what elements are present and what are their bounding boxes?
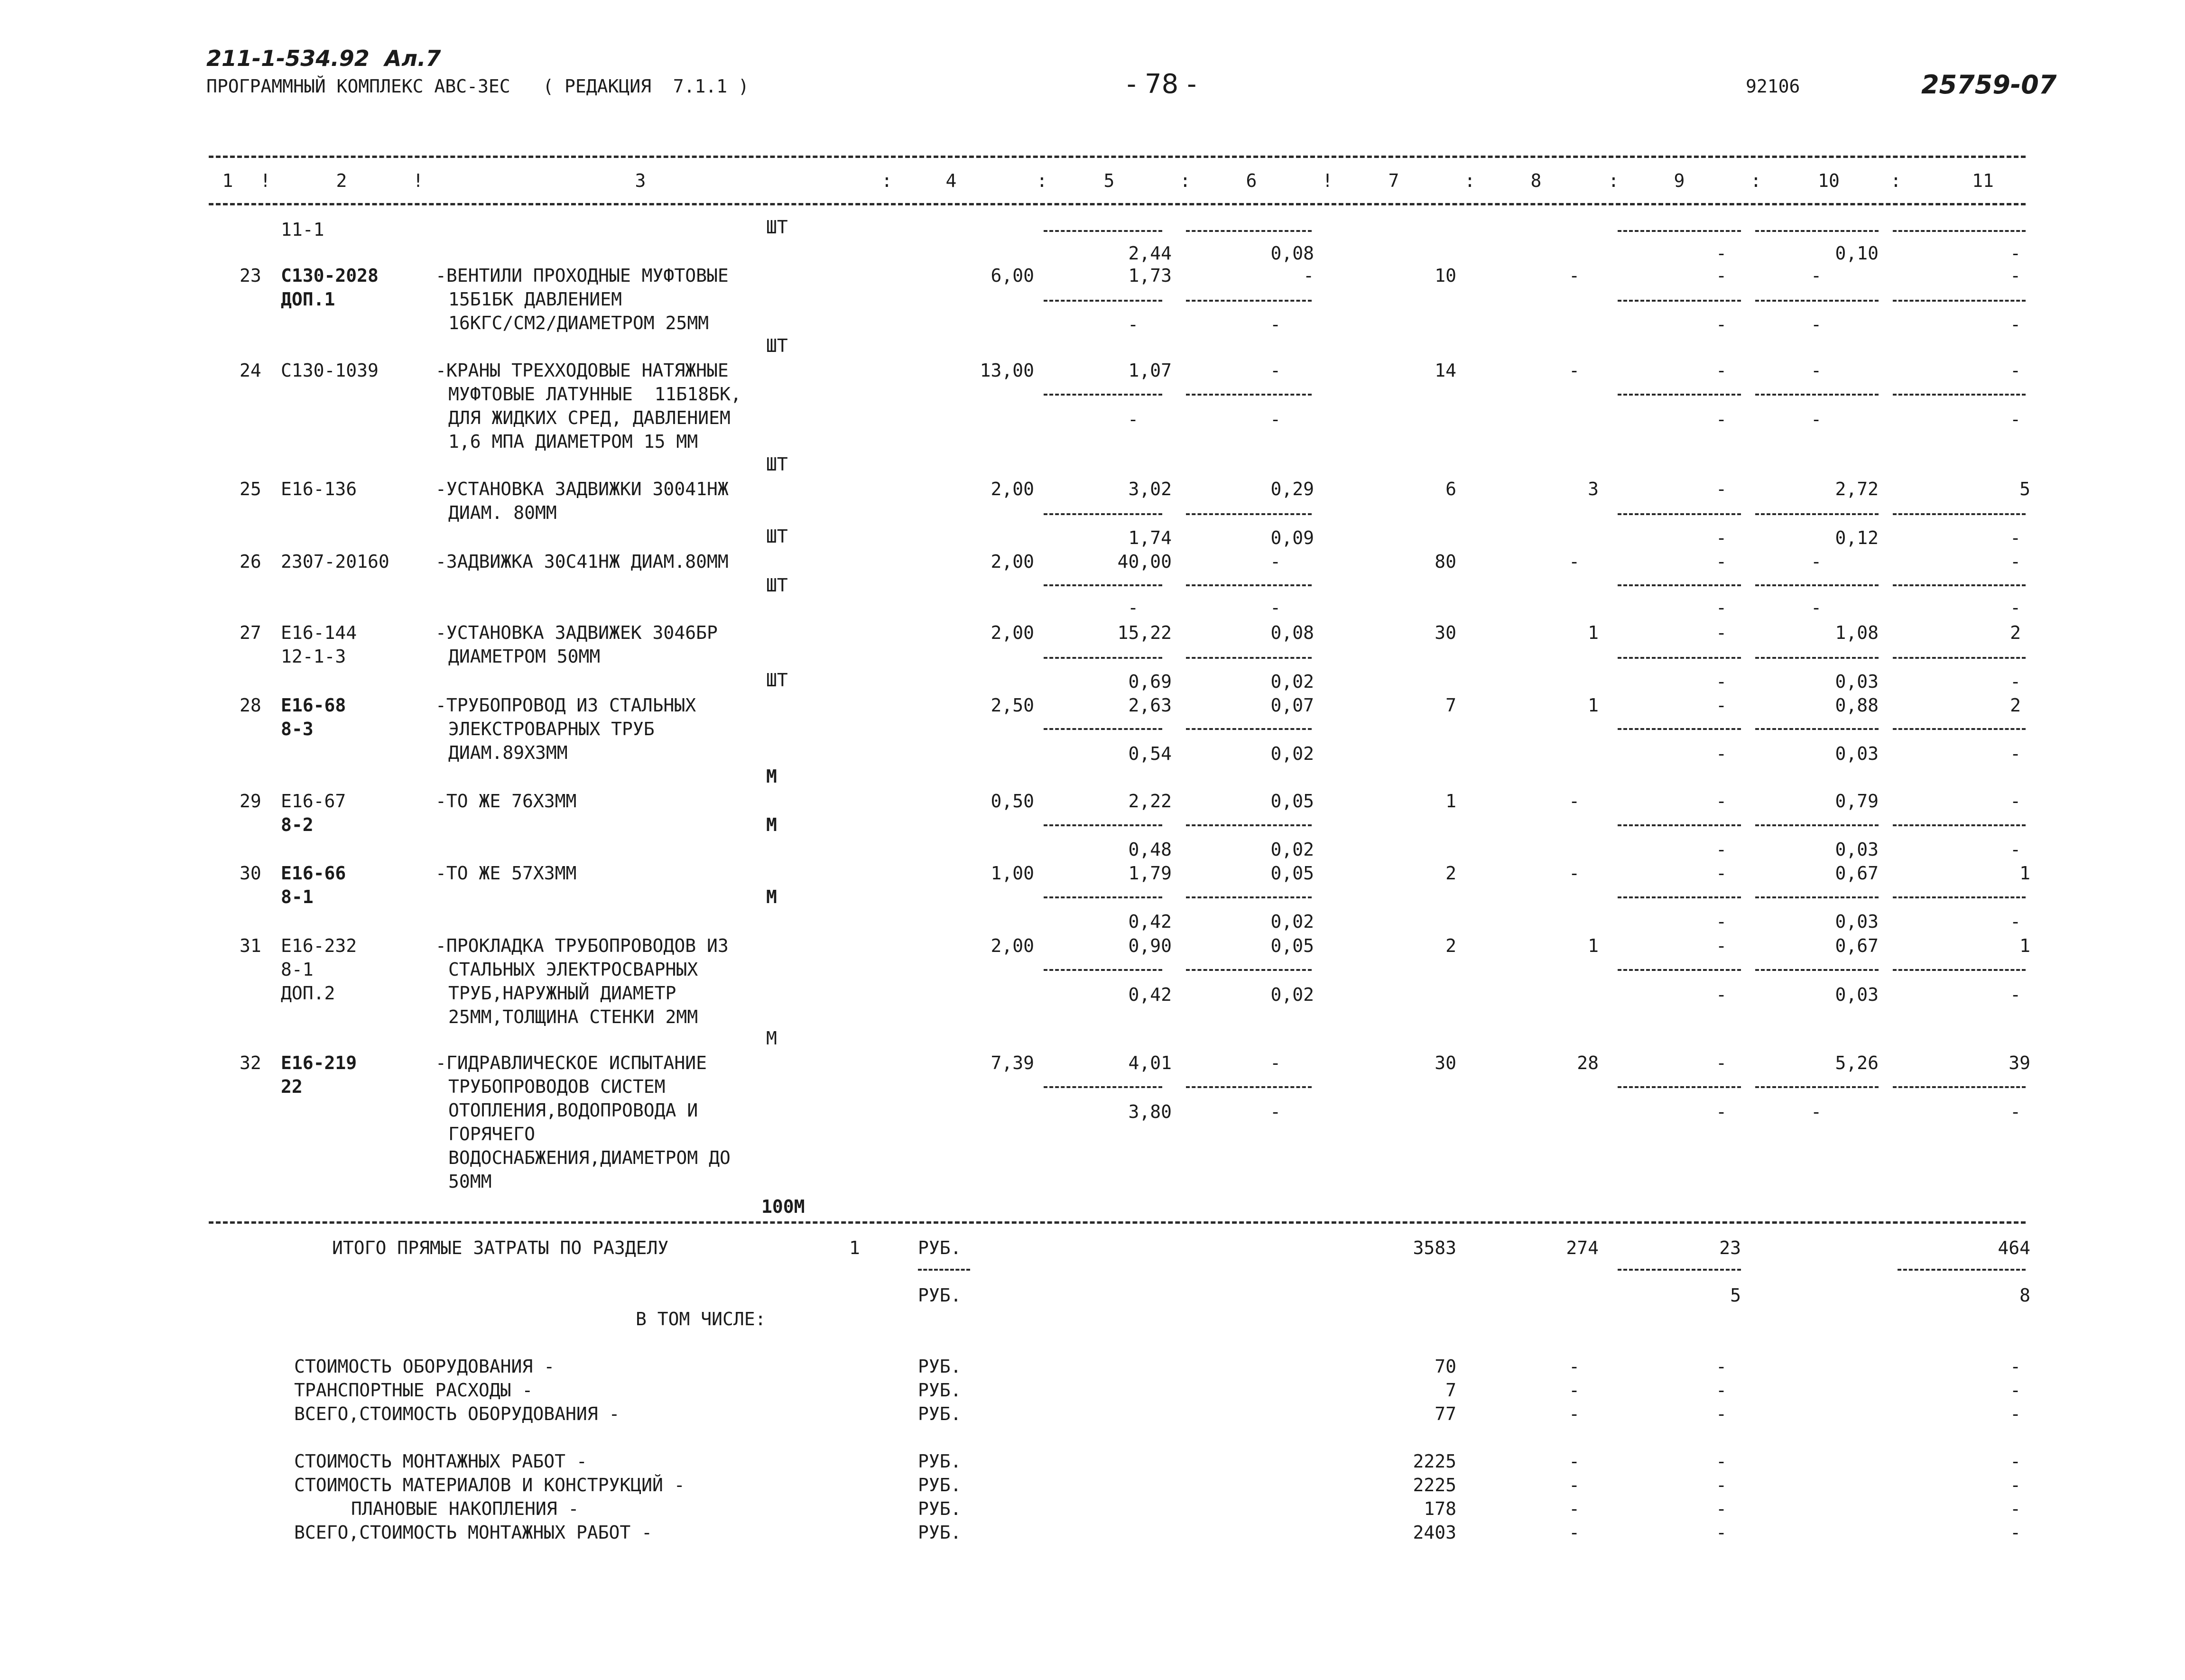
col7-value: 10 — [1435, 265, 1456, 286]
col7-value: 14 — [1435, 360, 1456, 381]
row-unit: М — [766, 886, 777, 907]
header-bottom-rule — [209, 203, 2026, 205]
row-description: -ТО ЖЕ 76Х3ММ — [435, 791, 577, 812]
totals-section-number: 1 — [849, 1237, 860, 1258]
summary-col9: - — [1716, 1403, 1727, 1424]
row-description: ГОРЯЧЕГО — [448, 1124, 536, 1145]
row-description: ЭЛЕКСТРОВАРНЫХ ТРУБ — [448, 719, 655, 739]
summary-unit: РУБ. — [918, 1522, 962, 1543]
col6-bottom: 0,02 — [1270, 839, 1314, 860]
row-code: С130-2028 — [281, 265, 379, 286]
row-code: 11-1 — [281, 219, 324, 240]
summary-value: 2403 — [1413, 1522, 1456, 1543]
col-header-3: 3 — [635, 170, 646, 191]
col5-bottom: 0,69 — [1128, 671, 1172, 692]
col6-bottom: 0,09 — [1270, 527, 1314, 548]
col4-value: 2,00 — [991, 479, 1034, 499]
summary-value: 7 — [1445, 1380, 1456, 1401]
col11-top: 2 — [2010, 695, 2021, 716]
summary-unit: РУБ. — [918, 1475, 962, 1495]
col-header-9: 9 — [1674, 170, 1685, 191]
row-unit: ШТ — [766, 454, 788, 475]
col9-bottom: - — [1716, 314, 1727, 335]
estimate-page: 211-1-534.92 Ал.7 ПРОГРАММНЫЙ КОМПЛЕКС АВС-3ЕС ( РЕДАКЦИЯ 7.1.1 ) - 78 - 92106 25759-07 1 2 3 4 5 6 7 8 9 10 11 ! ! : : : ! : : : : 11-1 ШТ 2,44 0,08 - 0,10 - 23 С130-2028 -ВЕНТИЛИ ПРОХОДНЫЕ МУФТОВЫЕ ДОП.1 15Б1БК ДАВЛЕНИЕМ 16КГС/СМ2/ДИАМЕТРОМ 25ММ ШТ 6,00 1,73 - 10 - - - - - - - - - 24 С130-1039 -КРАНЫ ТРЕХХОДОВЫЕ НАТЯЖНЫЕ МУФТОВЫЕ ЛАТУННЫЕ 11Б18БК, ДЛЯ ЖИДКИХ СРЕД, ДАВЛЕНИЕМ 1,6 МПА ДИАМЕТРОМ 15 ММ ШТ 13,00 1,07 - 14 - - - - - - - - - 25 Е16-136 -УСТАНОВКА ЗАДВИЖКИ 30041НЖ ДИАМ. 80ММ ШТ 2,00 3,02 0,29 6 3 - 2,72 5 1,74 0,09 - 0,12 - 26 2307-20160 -ЗАДВИЖКА 30С41НЖ ДИАМ.80ММ ШТ 2,00 40,00 - 80 - - - - - - - - - 27 Е16-144 -УСТАНОВКА ЗАДВИЖЕК 3046БР 12-1-3 ДИАМЕТРОМ 50ММ ШТ 2,00 15,22 0,08 30 1 - 1,08 2 0,69 0,02 - 0,03 - 28 Е16-68 -ТРУБОПРОВОД ИЗ СТАЛЬНЫХ 8-3 ЭЛЕКСТРОВАРНЫХ ТРУБ ДИАМ.89Х3ММ М 2,50 2,63 0,07 7 1 - 0,88 2 0,54 0,02 - 0,03 - 29 Е16-67 -ТО ЖЕ 76Х3ММ 8-2 М 0,50 2,22 0,05 1 - - 0,79 - 0,48 0,02 - 0,03 - 30 Е16-66 -ТО ЖЕ 57Х3ММ 8-1 М 1,00 1,79 0,05 2 - - 0,67 1 0,42 0,02 - 0,03 - 31 Е16-232 -ПРОКЛАДКА ТРУБОПРОВОДОВ ИЗ 8-1 СТАЛЬНЫХ ЭЛЕКТРОСВАРНЫХ ДОП.2 ТРУБ,НАРУЖНЫЙ ДИАМЕТР 25ММ,ТОЛЩИНА СТЕНКИ 2ММ М 2,00 0,90 0,05 2 1 - 0,67 1 0,42 0,02 - 0,03 - 32 Е16-219 -ГИДРАВЛИЧЕСКОЕ ИСПЫТАНИЕ 22 ТРУБОПРОВОДОВ СИСТЕМ ОТОПЛЕНИЯ,ВОДОПРОВОДА И ГОРЯЧЕГО ВОДОСНАБЖЕНИЯ,ДИАМЕТРОМ ДО 50ММ 100М 7,39 4,01 - 30 28 - 5,26 39 3,80 - - - - ИТОГО ПРЯМЫЕ ЗАТРАТЫ ПО РАЗДЕЛУ 1 РУБ. РУБ. 3583 274 23 5 464 8 В ТОМ ЧИСЛЕ: СТОИМОСТЬ ОБОРУДОВАНИЯ - РУБ. 70 - - - ТРАНСПОРТНЫЕ РАСХОДЫ - РУБ. 7 - - - ВСЕГО,СТОИМОСТЬ ОБОРУДОВАНИЯ - РУБ. 77 - - - СТОИМОСТЬ МОНТАЖНЫХ РАБОТ - РУБ. 2225 - - - СТОИМОСТЬ МАТЕРИАЛОВ И КОНСТРУКЦИЙ - РУБ. 2225 - - - ПЛАНОВЫЕ НАКОПЛЕНИЯ - РУБ. 178 - - - ВСЕГО,СТОИМОСТЬ МОНТАЖНЫХ РАБОТ - РУБ. 2403 - - - — [206, 46, 2057, 1543]
col9-bottom: - — [1716, 984, 1727, 1005]
col8-value: - — [1569, 791, 1580, 812]
col5-top: 3,02 — [1128, 479, 1172, 499]
program-title: ПРОГРАММНЫЙ КОМПЛЕКС АВС-3ЕС ( РЕДАКЦИЯ 7.1.1 ) — [206, 76, 749, 97]
col7-value: 30 — [1435, 622, 1456, 643]
col9-bottom: - — [1716, 409, 1727, 430]
row-description: ДИАМ.89Х3ММ — [448, 742, 568, 763]
col8-value: - — [1569, 265, 1580, 286]
col6-bottom: 0,08 — [1270, 243, 1314, 264]
summary-col8: - — [1569, 1403, 1580, 1424]
col10-top: 2,72 — [1835, 479, 1879, 499]
col-header-10: 10 — [1818, 170, 1840, 191]
row-code-sub: 8-3 — [281, 719, 314, 739]
col4-value: 1,00 — [991, 863, 1034, 884]
col6-bottom: - — [1270, 409, 1281, 430]
summary-col9: - — [1716, 1380, 1727, 1401]
col10-bottom: - — [1811, 314, 1822, 335]
summary-unit: РУБ. — [918, 1356, 962, 1377]
col10-top: 0,67 — [1835, 863, 1879, 884]
col10-bottom: 0,03 — [1835, 671, 1879, 692]
row-number: 29 — [240, 791, 261, 812]
row-description: ДИАМЕТРОМ 50ММ — [448, 646, 601, 667]
row-description: ТРУБОПРОВОДОВ СИСТЕМ — [448, 1076, 666, 1097]
col10-bottom: 0,03 — [1835, 743, 1879, 764]
summary-col9: - — [1716, 1522, 1727, 1543]
summary-value: 70 — [1435, 1356, 1456, 1377]
col6-top: - — [1270, 360, 1281, 381]
totals-col9-bottom: 5 — [1730, 1285, 1741, 1306]
col5-top: 0,90 — [1128, 935, 1172, 956]
summary-col11: - — [2010, 1498, 2021, 1519]
col7-value: 1 — [1445, 791, 1456, 812]
col4-value: 0,50 — [991, 791, 1034, 812]
col6-top: 0,05 — [1270, 863, 1314, 884]
summary-label: СТОИМОСТЬ ОБОРУДОВАНИЯ - — [294, 1356, 555, 1377]
row-description: МУФТОВЫЕ ЛАТУННЫЕ 11Б18БК, — [448, 384, 741, 405]
col9-top: - — [1716, 360, 1727, 381]
totals-col9-top: 23 — [1719, 1237, 1741, 1258]
row-unit: ШТ — [766, 670, 788, 691]
summary-col8: - — [1569, 1356, 1580, 1377]
col8-value: - — [1569, 551, 1580, 572]
summary-col11: - — [2010, 1475, 2021, 1495]
col10-top: - — [1811, 551, 1822, 572]
col4-value: 2,00 — [991, 622, 1034, 643]
row-description: -ЗАДВИЖКА 30С41НЖ ДИАМ.80ММ — [435, 551, 729, 572]
col6-top: 0,08 — [1270, 622, 1314, 643]
summary-label: ВСЕГО,СТОИМОСТЬ ОБОРУДОВАНИЯ - — [294, 1403, 620, 1424]
col10-bottom: 0,12 — [1835, 527, 1879, 548]
col11-bottom: - — [2010, 409, 2021, 430]
col4-value: 7,39 — [991, 1052, 1034, 1073]
row-code: 2307-20160 — [281, 551, 389, 572]
row-description: ТРУБ,НАРУЖНЫЙ ДИАМЕТР — [448, 983, 676, 1004]
summary-col9: - — [1716, 1451, 1727, 1472]
col5-bottom: 0,42 — [1128, 984, 1172, 1005]
col11-bottom: - — [2010, 671, 2021, 692]
row-description: -УСТАНОВКА ЗАДВИЖЕК 3046БР — [435, 622, 718, 643]
row-unit: ШТ — [766, 335, 788, 356]
col8-value: - — [1569, 863, 1580, 884]
row-code: Е16-67 — [281, 791, 346, 812]
row-unit: ШТ — [766, 575, 788, 596]
col-header-6: 6 — [1246, 170, 1257, 191]
summary-label: ПЛАНОВЫЕ НАКОПЛЕНИЯ - — [351, 1498, 579, 1519]
col7-value: 2 — [1445, 935, 1456, 956]
col11-bottom: - — [2010, 597, 2021, 618]
col6-top: 0,29 — [1270, 479, 1314, 499]
totals-unit: РУБ. — [918, 1285, 962, 1306]
row-code-sub: 8-1 — [281, 959, 314, 980]
summary-label: ТРАНСПОРТНЫЕ РАСХОДЫ - — [294, 1380, 533, 1401]
col4-value: 2,50 — [991, 695, 1034, 716]
col10-bottom: 0,03 — [1835, 984, 1879, 1005]
row-code: Е16-232 — [281, 935, 357, 956]
col9-bottom: - — [1716, 743, 1727, 764]
row-description: -ПРОКЛАДКА ТРУБОПРОВОДОВ ИЗ — [435, 935, 729, 956]
row-description: 50ММ — [448, 1171, 492, 1192]
summary-label: ВСЕГО,СТОИМОСТЬ МОНТАЖНЫХ РАБОТ - — [294, 1522, 652, 1543]
row-code-sub: ДОП.2 — [281, 983, 335, 1004]
including-label: В ТОМ ЧИСЛЕ: — [636, 1309, 766, 1329]
col9-bottom: - — [1716, 527, 1727, 548]
col5-top: 1,79 — [1128, 863, 1172, 884]
summary-col11: - — [2010, 1451, 2021, 1472]
col11-bottom: - — [2010, 243, 2021, 264]
col9-top: - — [1716, 479, 1727, 499]
col5-top: 1,73 — [1128, 265, 1172, 286]
col9-top: - — [1716, 622, 1727, 643]
summary-value: 2225 — [1413, 1475, 1456, 1495]
summary-unit: РУБ. — [918, 1403, 962, 1424]
col8-value: 1 — [1588, 695, 1599, 716]
col10-bottom: 0,10 — [1835, 243, 1879, 264]
col9-top: - — [1716, 935, 1727, 956]
col11-bottom: - — [2010, 527, 2021, 548]
col4-value: 2,00 — [991, 935, 1034, 956]
col5-top: 4,01 — [1128, 1052, 1172, 1073]
col4-value: 2,00 — [991, 551, 1034, 572]
row-code: Е16-219 — [281, 1052, 357, 1073]
summary-value: 178 — [1424, 1498, 1456, 1519]
col8-value: - — [1569, 360, 1580, 381]
col5-bottom: 0,42 — [1128, 911, 1172, 932]
summary-col11: - — [2010, 1356, 2021, 1377]
row-unit: ШТ — [766, 217, 788, 238]
col10-bottom: - — [1811, 1101, 1822, 1122]
col11-top: 5 — [2019, 479, 2030, 499]
col4-value: 6,00 — [991, 265, 1034, 286]
row-code: С130-1039 — [281, 360, 379, 381]
col11-bottom: - — [2010, 911, 2021, 932]
row-code-sub: 8-2 — [281, 814, 314, 835]
col10-top: 0,88 — [1835, 695, 1879, 716]
row-description: -ВЕНТИЛИ ПРОХОДНЫЕ МУФТОВЫЕ — [435, 265, 729, 286]
col8-value: 3 — [1588, 479, 1599, 499]
totals-unit: РУБ. — [918, 1237, 962, 1258]
table-top-rule — [209, 156, 2026, 158]
col11-top: - — [2010, 791, 2021, 812]
row-description: -КРАНЫ ТРЕХХОДОВЫЕ НАТЯЖНЫЕ — [435, 360, 729, 381]
col6-top: - — [1303, 265, 1314, 286]
col-header-11: 11 — [1972, 170, 1994, 191]
summary-col9: - — [1716, 1356, 1727, 1377]
col5-top: 2,22 — [1128, 791, 1172, 812]
col11-top: - — [2010, 551, 2021, 572]
col11-bottom: - — [2010, 1101, 2021, 1122]
col7-value: 2 — [1445, 863, 1456, 884]
col5-top: 40,00 — [1117, 551, 1172, 572]
col5-bottom: 0,54 — [1128, 743, 1172, 764]
col6-top: 0,07 — [1270, 695, 1314, 716]
row-unit: ШТ — [766, 526, 788, 547]
row-unit: 100М — [761, 1196, 805, 1217]
summary-value: 2225 — [1413, 1451, 1456, 1472]
totals-col8: 274 — [1566, 1237, 1599, 1258]
col-header-4: 4 — [945, 170, 957, 191]
totals-col11-top: 464 — [1998, 1237, 2030, 1258]
col6-bottom: 0,02 — [1270, 984, 1314, 1005]
col-header-2: 2 — [336, 170, 347, 191]
col5-bottom: - — [1128, 597, 1139, 618]
col6-bottom: - — [1270, 314, 1281, 335]
col6-bottom: - — [1270, 597, 1281, 618]
row-description: -ТО ЖЕ 57Х3ММ — [435, 863, 577, 884]
row-code-sub: 12-1-3 — [281, 646, 346, 667]
row-code: Е16-136 — [281, 479, 357, 499]
row-number: 23 — [240, 265, 261, 286]
col6-top: - — [1270, 1052, 1281, 1073]
document-code: 211-1-534.92 Ал.7 — [206, 46, 441, 71]
row-number: 32 — [240, 1052, 261, 1073]
page-number: - 78 - — [1127, 69, 1197, 100]
col11-bottom: - — [2010, 839, 2021, 860]
col10-top: 5,26 — [1835, 1052, 1879, 1073]
totals-col11-bottom: 8 — [2019, 1285, 2030, 1306]
col6-bottom: 0,02 — [1270, 911, 1314, 932]
row-description: 1,6 МПА ДИАМЕТРОМ 15 ММ — [448, 431, 698, 452]
col11-top: - — [2010, 360, 2021, 381]
col6-bottom: - — [1270, 1101, 1281, 1122]
summary-col11: - — [2010, 1403, 2021, 1424]
row-description: -ГИДРАВЛИЧЕСКОЕ ИСПЫТАНИЕ — [435, 1052, 707, 1073]
col11-top: 1 — [2019, 935, 2030, 956]
summary-col8: - — [1569, 1451, 1580, 1472]
row-number: 27 — [240, 622, 261, 643]
col11-bottom: - — [2010, 743, 2021, 764]
col10-top: - — [1811, 360, 1822, 381]
col9-top: - — [1716, 695, 1727, 716]
col5-bottom: 2,44 — [1128, 243, 1172, 264]
row-description: 16КГС/СМ2/ДИАМЕТРОМ 25ММ — [448, 313, 709, 333]
col5-bottom: 3,80 — [1128, 1101, 1172, 1122]
row-number: 25 — [240, 479, 261, 499]
col6-top: 0,05 — [1270, 935, 1314, 956]
row-number: 28 — [240, 695, 261, 716]
col11-bottom: - — [2010, 314, 2021, 335]
col7-value: 6 — [1445, 479, 1456, 499]
row-unit: М — [766, 1028, 777, 1049]
row-description: ДЛЯ ЖИДКИХ СРЕД, ДАВЛЕНИЕМ — [448, 407, 731, 428]
col5-top: 15,22 — [1117, 622, 1172, 643]
row-code: Е16-144 — [281, 622, 357, 643]
summary-col8: - — [1569, 1498, 1580, 1519]
col11-top: 1 — [2019, 863, 2030, 884]
row-unit: М — [766, 766, 777, 787]
col8-value: 28 — [1577, 1052, 1599, 1073]
col9-top: - — [1716, 863, 1727, 884]
row-description: ОТОПЛЕНИЯ,ВОДОПРОВОДА И — [448, 1100, 698, 1121]
col7-value: 80 — [1435, 551, 1456, 572]
col11-bottom: - — [2010, 984, 2021, 1005]
col10-bottom: - — [1811, 409, 1822, 430]
col6-top: - — [1270, 551, 1281, 572]
summary-col9: - — [1716, 1475, 1727, 1495]
col7-value: 7 — [1445, 695, 1456, 716]
col11-top: 2 — [2010, 622, 2021, 643]
col10-bottom: 0,03 — [1835, 839, 1879, 860]
row-description: ДИАМ. 80ММ — [448, 502, 557, 523]
row-code-sub: 8-1 — [281, 886, 314, 907]
col9-bottom: - — [1716, 243, 1727, 264]
code-92106: 92106 — [1746, 76, 1800, 97]
col10-top: 0,67 — [1835, 935, 1879, 956]
col-header-1: 1 — [222, 170, 233, 191]
col5-bottom: 1,74 — [1128, 527, 1172, 548]
row-code-sub: 22 — [281, 1076, 303, 1097]
col10-bottom: 0,03 — [1835, 911, 1879, 932]
col6-bottom: 0,02 — [1270, 743, 1314, 764]
summary-unit: РУБ. — [918, 1451, 962, 1472]
row-code: Е16-66 — [281, 863, 346, 884]
row-number: 26 — [240, 551, 261, 572]
row-description: 15Б1БК ДАВЛЕНИЕМ — [448, 289, 622, 310]
row-description: ВОДОСНАБЖЕНИЯ,ДИАМЕТРОМ ДО — [448, 1147, 731, 1168]
col-header-8: 8 — [1530, 170, 1542, 191]
summary-col11: - — [2010, 1380, 2021, 1401]
col11-top: 39 — [2009, 1052, 2030, 1073]
summary-col11: - — [2010, 1522, 2021, 1543]
totals-label: ИТОГО ПРЯМЫЕ ЗАТРАТЫ ПО РАЗДЕЛУ — [332, 1237, 669, 1258]
col9-bottom: - — [1716, 911, 1727, 932]
col9-bottom: - — [1716, 671, 1727, 692]
col11-top: - — [2010, 265, 2021, 286]
col8-value: 1 — [1588, 622, 1599, 643]
row-description: -УСТАНОВКА ЗАДВИЖКИ 30041НЖ — [435, 479, 729, 499]
summary-label: СТОИМОСТЬ МОНТАЖНЫХ РАБОТ - — [294, 1451, 587, 1472]
row-number: 24 — [240, 360, 261, 381]
summary-unit: РУБ. — [918, 1380, 962, 1401]
col10-top: - — [1811, 265, 1822, 286]
summary-col8: - — [1569, 1522, 1580, 1543]
summary-col9: - — [1716, 1498, 1727, 1519]
totals-col7: 3583 — [1413, 1237, 1456, 1258]
col-header-5: 5 — [1103, 170, 1115, 191]
summary-col8: - — [1569, 1380, 1580, 1401]
summary-col8: - — [1569, 1475, 1580, 1495]
col5-bottom: - — [1128, 409, 1139, 430]
row-unit: М — [766, 814, 777, 835]
col9-top: - — [1716, 1052, 1727, 1073]
col9-top: - — [1716, 265, 1727, 286]
col6-top: 0,05 — [1270, 791, 1314, 812]
col-header-7: 7 — [1388, 170, 1399, 191]
row-description: 25ММ,ТОЛЩИНА СТЕНКИ 2ММ — [448, 1006, 698, 1027]
row-description: СТАЛЬНЫХ ЭЛЕКТРОСВАРНЫХ — [448, 959, 698, 980]
row-code-sub: ДОП.1 — [281, 289, 335, 310]
row-description: -ТРУБОПРОВОД ИЗ СТАЛЬНЫХ — [435, 695, 696, 716]
col9-top: - — [1716, 551, 1727, 572]
summary-unit: РУБ. — [918, 1498, 962, 1519]
row-number: 30 — [240, 863, 261, 884]
col7-value: 30 — [1435, 1052, 1456, 1073]
summary-value: 77 — [1435, 1403, 1456, 1424]
table-bottom-rule — [209, 1221, 2026, 1224]
col5-bottom: - — [1128, 314, 1139, 335]
row-number: 31 — [240, 935, 261, 956]
col10-top: 0,79 — [1835, 791, 1879, 812]
summary-label: СТОИМОСТЬ МАТЕРИАЛОВ И КОНСТРУКЦИЙ - — [294, 1475, 685, 1495]
col4-value: 13,00 — [980, 360, 1034, 381]
row-code: Е16-68 — [281, 695, 346, 716]
col8-value: 1 — [1588, 935, 1599, 956]
col6-bottom: 0,02 — [1270, 671, 1314, 692]
col9-bottom: - — [1716, 597, 1727, 618]
col5-top: 1,07 — [1128, 360, 1172, 381]
col10-bottom: - — [1811, 597, 1822, 618]
col5-bottom: 0,48 — [1128, 839, 1172, 860]
col10-top: 1,08 — [1835, 622, 1879, 643]
col9-top: - — [1716, 791, 1727, 812]
col5-top: 2,63 — [1128, 695, 1172, 716]
col9-bottom: - — [1716, 1101, 1727, 1122]
col9-bottom: - — [1716, 839, 1727, 860]
document-number: 25759-07 — [1921, 70, 2057, 100]
